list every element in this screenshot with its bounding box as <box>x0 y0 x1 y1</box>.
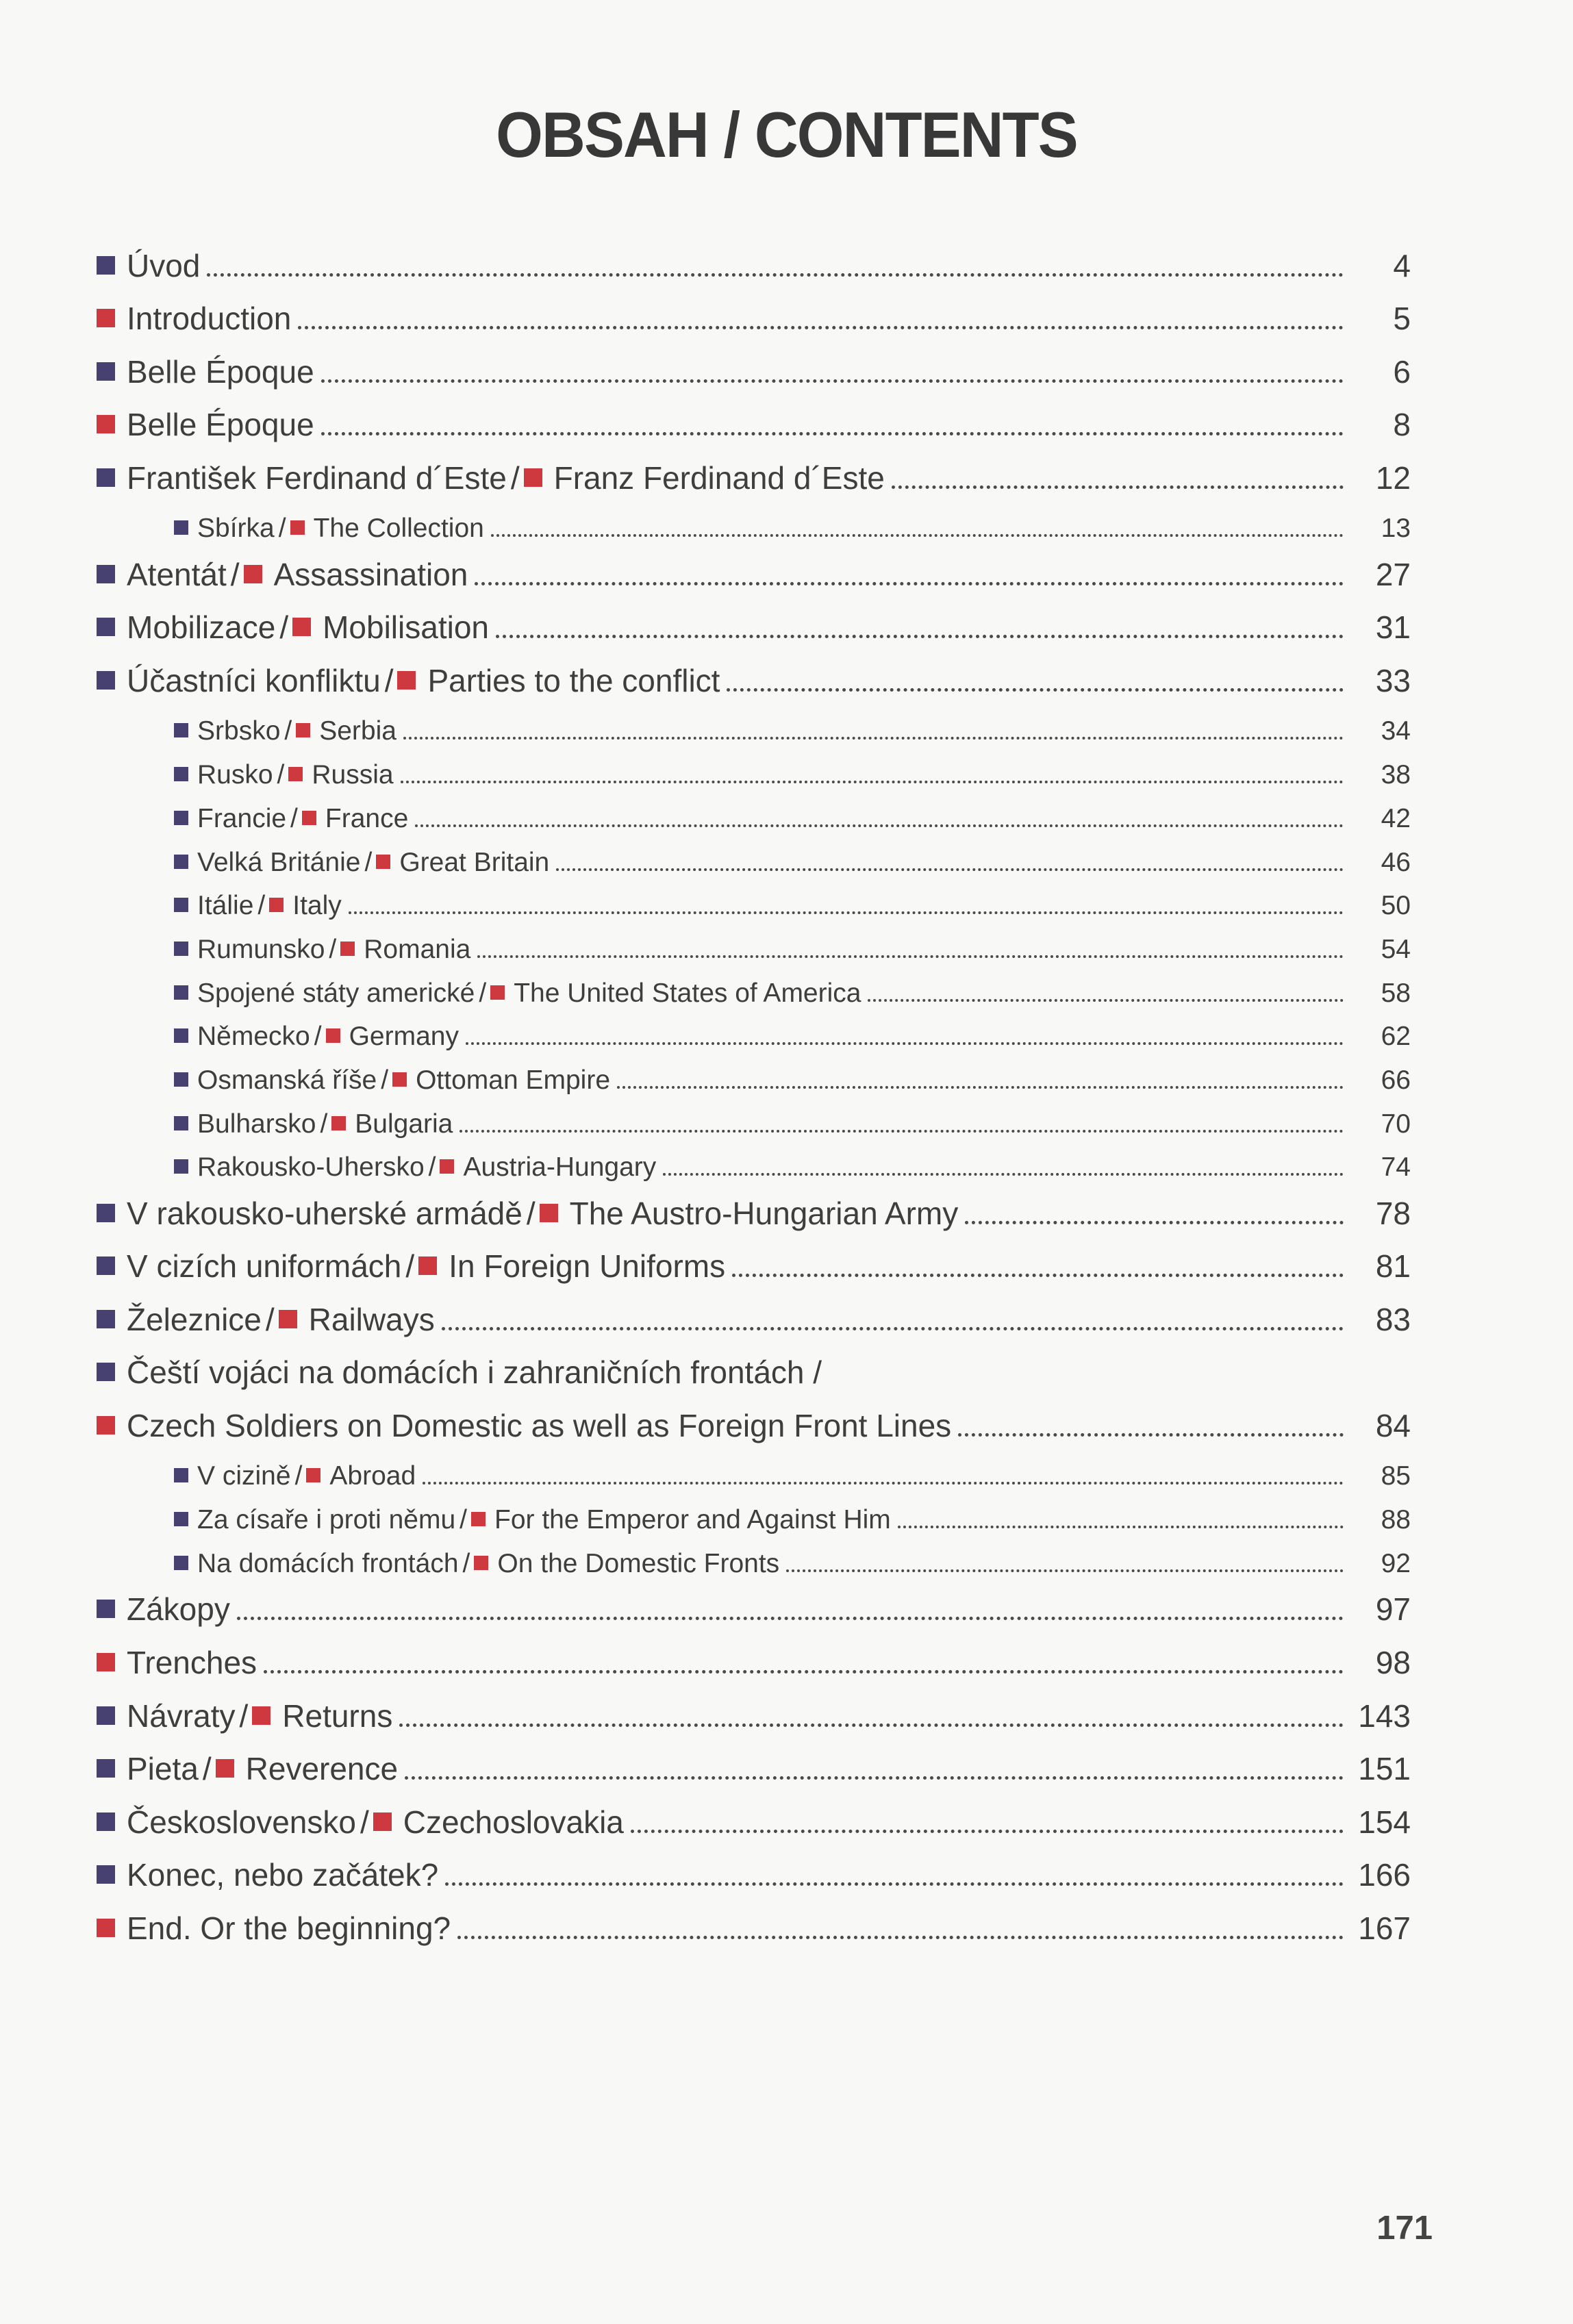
segment-separator: / <box>405 1248 415 1285</box>
entry-label: The United States of America <box>514 978 861 1008</box>
bullet-english-icon <box>524 468 542 487</box>
toc-list <box>97 249 1411 1946</box>
toc-entry <box>174 1109 1411 1139</box>
toc-entry <box>97 1409 1411 1444</box>
bullet-czech-icon <box>174 723 188 737</box>
dot-leader <box>786 1569 1344 1572</box>
book-page-number: 171 <box>1376 2210 1433 2247</box>
bullet-czech-icon <box>97 618 115 636</box>
toc-entry <box>174 514 1411 544</box>
toc-entry <box>97 1699 1411 1734</box>
bullet-english-icon <box>376 855 390 869</box>
entry-label: Účastníci konfliktu <box>127 662 381 698</box>
bullet-english-icon <box>97 1653 115 1671</box>
bullet-english-icon <box>97 1416 115 1435</box>
entry-page-number: 84 <box>1375 1407 1411 1443</box>
dot-leader <box>457 1936 1344 1939</box>
toc-entry <box>174 1549 1411 1579</box>
dot-leader <box>405 1776 1344 1780</box>
entry-label: Rusko <box>197 760 273 790</box>
entry-label: Spojené státy americké <box>197 978 475 1008</box>
entry-page-number: 97 <box>1375 1591 1411 1628</box>
entry-page-number: 58 <box>1381 978 1411 1008</box>
toc-entry <box>97 407 1411 443</box>
toc-entry <box>97 1645 1411 1681</box>
bullet-czech-icon <box>174 767 188 781</box>
toc-entry <box>97 1592 1411 1628</box>
toc-entry <box>97 664 1411 699</box>
toc-entry <box>174 848 1411 878</box>
dot-leader <box>321 379 1344 383</box>
entry-label: Rakousko-Uhersko <box>197 1152 425 1183</box>
segment-separator: / <box>462 1548 470 1578</box>
toc-entry <box>174 1065 1411 1096</box>
segment-separator: / <box>320 1109 328 1139</box>
toc-entry <box>174 978 1411 1009</box>
entry-label: Belle Époque <box>127 353 314 390</box>
bullet-czech-icon <box>174 1072 188 1087</box>
entry-page-number: 62 <box>1381 1022 1411 1052</box>
entry-label: Za císaře i proti němu <box>197 1505 456 1535</box>
entry-label: For the Emperor and Against Him <box>494 1505 891 1535</box>
entry-label: On the Domestic Fronts <box>497 1548 780 1578</box>
segment-separator: / <box>277 760 285 790</box>
entry-label: Reverence <box>245 1751 399 1787</box>
bullet-czech-icon <box>97 1310 115 1328</box>
toc-entry <box>174 804 1411 834</box>
entry-label: Russia <box>312 760 394 790</box>
entry-page-number: 13 <box>1381 514 1411 544</box>
bullet-czech-icon <box>174 855 188 869</box>
entry-label: Konec, nebo začátek? <box>127 1857 439 1893</box>
entry-page-number: 6 <box>1393 353 1411 390</box>
bullet-english-icon <box>97 1919 115 1937</box>
entry-label: Mobilisation <box>323 609 489 646</box>
dot-leader <box>321 432 1344 435</box>
bullet-english-icon <box>474 1556 488 1570</box>
segment-separator: / <box>278 514 286 544</box>
toc-entry <box>97 1752 1411 1787</box>
entry-page-number: 83 <box>1375 1301 1411 1337</box>
dot-leader <box>965 1221 1344 1224</box>
entry-label: Na domácích frontách <box>197 1548 459 1578</box>
dot-leader <box>491 534 1344 537</box>
entry-page-number: 27 <box>1375 556 1411 592</box>
entry-label: Pieta <box>127 1751 199 1787</box>
bullet-english-icon <box>216 1759 234 1778</box>
entry-label: Bulgaria <box>355 1109 453 1139</box>
toc-entry <box>97 557 1411 593</box>
toc-entry <box>97 1805 1411 1841</box>
dot-leader <box>617 1086 1344 1089</box>
entry-label: Parties to the conflict <box>427 662 720 698</box>
entry-label: V cizích uniformách <box>127 1248 402 1285</box>
segment-separator: / <box>384 662 394 698</box>
bullet-english-icon <box>440 1159 454 1174</box>
entry-label: Abroad <box>329 1461 416 1491</box>
dot-leader <box>496 635 1344 638</box>
entry-label: Itálie <box>197 891 254 921</box>
dot-leader <box>466 1042 1344 1045</box>
entry-label: Německo <box>197 1022 310 1052</box>
entry-page-number: 5 <box>1393 301 1411 337</box>
entry-label: Čeští vojáci na domácích i zahraničních frontách / <box>127 1354 822 1391</box>
entry-label: Italy <box>292 891 342 921</box>
entry-label: Assassination <box>273 556 468 592</box>
entry-label: Rumunsko <box>197 934 325 964</box>
toc-entry <box>97 1355 1411 1391</box>
dot-leader <box>460 1130 1344 1133</box>
bullet-czech-icon <box>97 362 115 381</box>
segment-separator: / <box>526 1195 536 1231</box>
toc-entry <box>97 301 1411 337</box>
bullet-english-icon <box>471 1512 486 1526</box>
entry-page-number: 31 <box>1375 609 1411 646</box>
bullet-english-icon <box>306 1468 320 1482</box>
bullet-english-icon <box>288 767 303 781</box>
bullet-czech-icon <box>97 1759 115 1778</box>
entry-page-number: 38 <box>1381 760 1411 790</box>
toc-entry <box>97 355 1411 390</box>
dot-leader <box>445 1882 1344 1886</box>
dot-leader <box>556 868 1344 871</box>
dot-leader <box>207 273 1344 277</box>
bullet-english-icon <box>418 1256 437 1275</box>
segment-separator: / <box>360 1804 369 1840</box>
entry-label: Sbírka <box>197 514 275 544</box>
entry-label: Československo <box>127 1804 356 1840</box>
entry-label: Železnice <box>127 1301 262 1337</box>
bullet-czech-icon <box>174 520 188 535</box>
entry-page-number: 81 <box>1375 1248 1411 1285</box>
segment-separator: / <box>239 1697 249 1734</box>
bullet-czech-icon <box>97 565 115 583</box>
bullet-czech-icon <box>174 985 188 1000</box>
bullet-czech-icon <box>97 1813 115 1831</box>
segment-separator: / <box>314 1022 322 1052</box>
bullet-english-icon <box>490 985 505 1000</box>
bullet-english-icon <box>540 1204 558 1222</box>
dot-leader <box>892 485 1344 489</box>
segment-separator: / <box>479 978 487 1008</box>
bullet-czech-icon <box>97 1600 115 1618</box>
entry-label: Romania <box>364 934 471 964</box>
entry-page-number: 74 <box>1381 1152 1411 1183</box>
dot-leader <box>349 911 1344 914</box>
entry-label: Germany <box>349 1022 459 1052</box>
bullet-czech-icon <box>174 942 188 956</box>
entry-label: Franz Ferdinand d´Este <box>553 459 885 496</box>
bullet-english-icon <box>397 671 416 690</box>
bullet-czech-icon <box>97 1204 115 1222</box>
entry-label: Návraty <box>127 1697 236 1734</box>
dot-leader <box>264 1670 1344 1673</box>
entry-page-number: 8 <box>1393 407 1411 443</box>
bullet-czech-icon <box>97 468 115 487</box>
entry-page-number: 88 <box>1381 1505 1411 1535</box>
dot-leader <box>423 1482 1344 1485</box>
entry-label: Czech Soldiers on Domestic as well as Foreign Front Lines <box>127 1407 952 1443</box>
toc-entry <box>174 891 1411 921</box>
entry-page-number: 154 <box>1358 1804 1411 1840</box>
segment-separator: / <box>257 891 266 921</box>
entry-label: Srbsko <box>197 716 281 746</box>
entry-page-number: 70 <box>1381 1109 1411 1139</box>
segment-separator: / <box>381 1065 389 1095</box>
toc-entry <box>174 716 1411 746</box>
toc-entry <box>97 461 1411 496</box>
bullet-english-icon <box>326 1028 340 1043</box>
toc-entry <box>97 1858 1411 1893</box>
entry-label: In Foreign Uniforms <box>449 1248 726 1285</box>
bullet-czech-icon <box>97 1363 115 1381</box>
toc-entry <box>174 1505 1411 1535</box>
segment-separator: / <box>428 1152 436 1183</box>
entry-page-number: 54 <box>1381 934 1411 964</box>
dot-leader <box>401 781 1344 783</box>
segment-separator: / <box>364 847 373 877</box>
dot-leader <box>298 326 1344 329</box>
entry-label: Trenches <box>127 1644 257 1680</box>
entry-page-number: 12 <box>1375 459 1411 496</box>
bullet-czech-icon <box>174 1468 188 1482</box>
dot-leader <box>477 955 1344 958</box>
entry-label: Railways <box>308 1301 435 1337</box>
entry-page-number: 4 <box>1393 247 1411 283</box>
entry-label: Serbia <box>319 716 397 746</box>
entry-page-number: 92 <box>1381 1548 1411 1578</box>
entry-page-number: 85 <box>1381 1461 1411 1491</box>
entry-label: Úvod <box>127 247 201 283</box>
bullet-czech-icon <box>174 1116 188 1131</box>
segment-separator: / <box>265 1301 275 1337</box>
bullet-czech-icon <box>97 1706 115 1725</box>
toc-entry <box>174 1022 1411 1052</box>
dot-leader <box>237 1617 1344 1620</box>
dot-leader <box>732 1274 1344 1277</box>
entry-label: Francie <box>197 803 287 833</box>
dot-leader <box>898 1526 1344 1528</box>
bullet-english-icon <box>292 618 311 636</box>
entry-label: Bulharsko <box>197 1109 316 1139</box>
page-title: OBSAH / CONTENTS <box>496 99 1077 170</box>
entry-label: Osmanská říše <box>197 1065 377 1095</box>
bullet-english-icon <box>279 1310 297 1328</box>
segment-separator: / <box>279 609 289 646</box>
entry-page-number: 78 <box>1375 1195 1411 1231</box>
dot-leader <box>663 1173 1344 1176</box>
segment-separator: / <box>294 1461 303 1491</box>
segment-separator: / <box>329 934 337 964</box>
bullet-czech-icon <box>174 1028 188 1043</box>
entry-page-number: 98 <box>1375 1644 1411 1680</box>
toc-entry <box>97 1302 1411 1338</box>
bullet-czech-icon <box>97 1256 115 1275</box>
segment-separator: / <box>510 459 520 496</box>
entry-label: Czechoslovakia <box>403 1804 624 1840</box>
dot-leader <box>403 737 1344 740</box>
entry-label: Ottoman Empire <box>416 1065 611 1095</box>
dot-leader <box>727 688 1344 692</box>
bullet-czech-icon <box>174 1556 188 1570</box>
entry-label: France <box>325 803 409 833</box>
bullet-english-icon <box>244 565 262 583</box>
toc-entry <box>97 249 1411 284</box>
dot-leader <box>475 582 1344 585</box>
toc-entry <box>97 1249 1411 1285</box>
segment-separator: / <box>202 1751 212 1787</box>
bullet-english-icon <box>302 811 316 825</box>
bullet-english-icon <box>252 1706 270 1725</box>
toc-entry <box>174 935 1411 965</box>
bullet-english-icon <box>331 1116 346 1131</box>
entry-label: František Ferdinand d´Este <box>127 459 507 496</box>
bullet-czech-icon <box>97 671 115 690</box>
bullet-czech-icon <box>174 1512 188 1526</box>
segment-separator: / <box>230 556 240 592</box>
entry-page-number: 34 <box>1381 716 1411 746</box>
entry-page-number: 42 <box>1381 803 1411 833</box>
entry-label: Returns <box>282 1697 393 1734</box>
entry-page-number: 50 <box>1381 891 1411 921</box>
entry-page-number: 166 <box>1358 1857 1411 1893</box>
entry-label: The Austro-Hungarian Army <box>569 1195 959 1231</box>
entry-label: V rakousko-uherské armádě <box>127 1195 523 1231</box>
dot-leader <box>868 999 1344 1002</box>
entry-label: V cizině <box>197 1461 291 1491</box>
entry-label: Introduction <box>127 301 292 337</box>
entry-label: Velká Británie <box>197 847 361 877</box>
bullet-czech-icon <box>174 1159 188 1174</box>
bullet-english-icon <box>97 415 115 433</box>
bullet-english-icon <box>340 942 355 956</box>
bullet-czech-icon <box>97 256 115 275</box>
segment-separator: / <box>460 1505 467 1535</box>
bullet-english-icon <box>392 1072 407 1087</box>
bullet-english-icon <box>373 1813 392 1831</box>
entry-label: Atentát <box>127 556 227 592</box>
entry-page-number: 66 <box>1381 1065 1411 1095</box>
segment-separator: / <box>284 716 292 746</box>
entry-page-number: 143 <box>1358 1697 1411 1734</box>
entry-label: Mobilizace <box>127 609 276 646</box>
entry-label: Austria-Hungary <box>463 1152 657 1183</box>
segment-separator: / <box>290 803 298 833</box>
dot-leader <box>399 1723 1344 1727</box>
dot-leader <box>442 1327 1344 1330</box>
entry-page-number: 151 <box>1358 1751 1411 1787</box>
dot-leader <box>958 1433 1344 1437</box>
dot-leader <box>415 824 1344 827</box>
bullet-english-icon <box>97 309 115 327</box>
toc-entry <box>97 610 1411 646</box>
entry-label: Zákopy <box>127 1591 230 1628</box>
toc-entry <box>174 760 1411 790</box>
entry-label: Belle Époque <box>127 407 314 443</box>
bullet-english-icon <box>269 898 284 912</box>
entry-label: The Collection <box>313 514 484 544</box>
bullet-czech-icon <box>97 1865 115 1884</box>
bullet-english-icon <box>290 520 305 535</box>
entry-page-number: 33 <box>1375 662 1411 698</box>
entry-page-number: 167 <box>1358 1910 1411 1946</box>
entry-label: Great Britain <box>399 847 550 877</box>
toc-entry <box>174 1152 1411 1183</box>
bullet-czech-icon <box>174 898 188 912</box>
entry-label: End. Or the beginning? <box>127 1910 451 1946</box>
bullet-english-icon <box>296 723 310 737</box>
entry-page-number: 46 <box>1381 847 1411 877</box>
dot-leader <box>631 1830 1344 1833</box>
toc-entry <box>174 1461 1411 1491</box>
bullet-czech-icon <box>174 811 188 825</box>
toc-entry <box>97 1911 1411 1947</box>
toc-entry <box>97 1196 1411 1232</box>
